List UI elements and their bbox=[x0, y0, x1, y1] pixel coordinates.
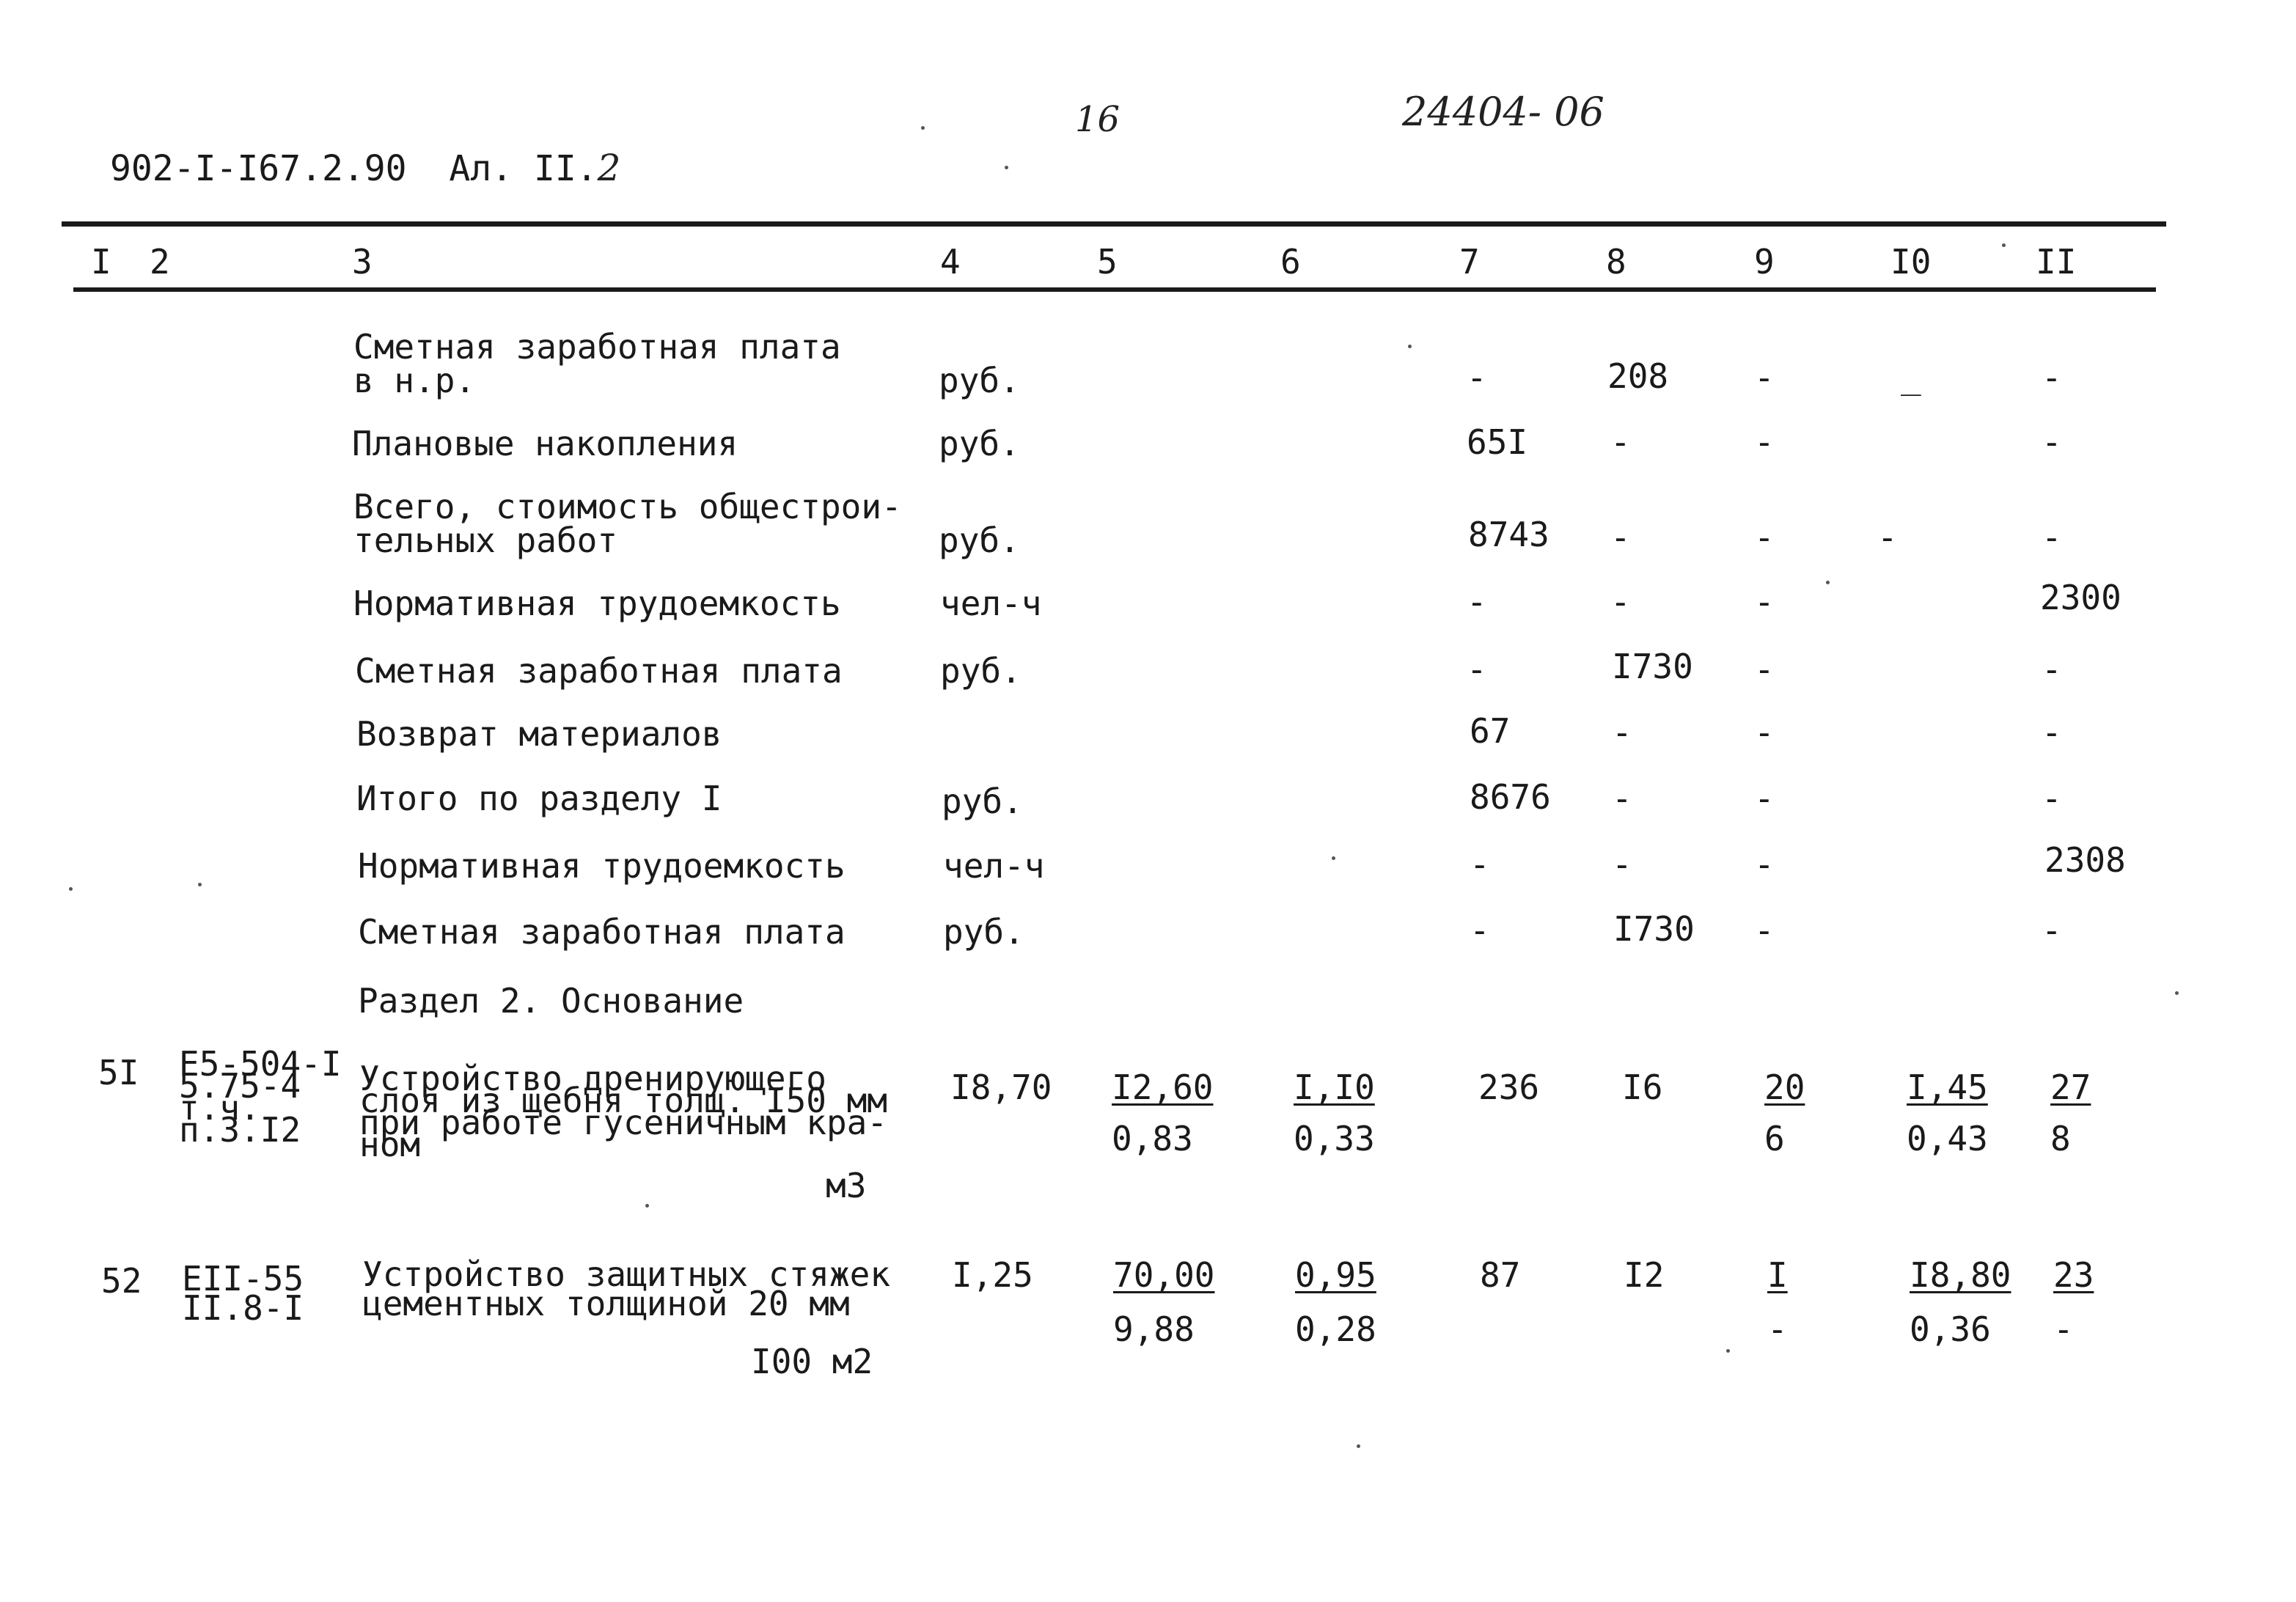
page-number: 16 bbox=[1075, 99, 1121, 140]
doc-number: 24404- 06 bbox=[1402, 89, 1604, 135]
summary-unit: руб. bbox=[939, 361, 1020, 400]
item-col6-bottom: 0,33 bbox=[1294, 1119, 1375, 1158]
item-col9-top: I bbox=[1767, 1255, 1788, 1295]
item-unit: м3 bbox=[826, 1166, 867, 1205]
column-header-10: I0 bbox=[1890, 242, 1932, 282]
summary-col9: - bbox=[1754, 713, 1775, 752]
summary-col7: - bbox=[1470, 911, 1490, 950]
summary-unit: чел-ч bbox=[943, 846, 1045, 886]
item-col7: 87 bbox=[1480, 1255, 1521, 1295]
summary-col8: - bbox=[1610, 422, 1631, 462]
item-col9-top: 20 bbox=[1764, 1068, 1805, 1107]
column-header-8: 8 bbox=[1606, 242, 1626, 282]
item-col4: I,25 bbox=[952, 1255, 1033, 1295]
summary-unit: чел-ч bbox=[940, 584, 1042, 623]
item-col11-bottom: - bbox=[2053, 1309, 2074, 1349]
summary-col11: - bbox=[2042, 713, 2062, 752]
document-code bbox=[110, 147, 621, 189]
summary-col9: - bbox=[1754, 911, 1775, 950]
item-col5-top: I2,60 bbox=[1112, 1068, 1214, 1107]
summary-name: Возврат материалов bbox=[356, 714, 722, 754]
summary-unit: руб. bbox=[939, 521, 1020, 560]
summary-col9: - bbox=[1754, 845, 1775, 884]
summary-col7: 8743 bbox=[1468, 515, 1549, 554]
scan-speck bbox=[1408, 345, 1412, 348]
summary-name: Плановые накопления bbox=[352, 424, 738, 463]
item-col9-bottom: 6 bbox=[1764, 1119, 1785, 1158]
summary-name: Нормативная трудоемкость bbox=[353, 584, 841, 623]
summary-col7: 67 bbox=[1470, 711, 1511, 751]
column-header-4: 4 bbox=[940, 242, 961, 282]
summary-unit: руб. bbox=[940, 651, 1022, 691]
item-col8: I2 bbox=[1624, 1255, 1665, 1295]
summary-name: Сметная заработная плата bbox=[358, 912, 846, 952]
summary-col11: - bbox=[2042, 779, 2062, 818]
summary-name: Нормативная трудоемкость bbox=[358, 846, 846, 886]
item-name: Устройство защитных стяжек цементных толщиной 20 мм bbox=[362, 1254, 891, 1323]
summary-col11: - bbox=[2042, 650, 2062, 689]
scan-speck bbox=[1357, 1444, 1360, 1448]
summary-unit: руб. bbox=[943, 912, 1024, 952]
scan-speck bbox=[645, 1204, 649, 1208]
summary-col8: I730 bbox=[1613, 909, 1695, 949]
column-header-11: II bbox=[2036, 242, 2077, 282]
item-col9-bottom: - bbox=[1767, 1309, 1788, 1349]
item-col11-top: 27 bbox=[2050, 1068, 2091, 1107]
column-header-5: 5 bbox=[1097, 242, 1118, 282]
doc-code-text: 902-I-I67.2.90 Ал. II. bbox=[110, 148, 598, 189]
summary-col8: 208 bbox=[1607, 356, 1669, 396]
summary-col7: 65I bbox=[1467, 422, 1528, 462]
item-col11-bottom: 8 bbox=[2050, 1119, 2071, 1158]
table-header-rule bbox=[73, 287, 2156, 292]
item-col5-bottom: 9,88 bbox=[1113, 1309, 1195, 1349]
table-top-rule bbox=[62, 221, 2166, 227]
summary-col10: _ bbox=[1901, 356, 1921, 396]
item-unit: I00 м2 bbox=[751, 1342, 873, 1381]
summary-col11: - bbox=[2042, 518, 2062, 557]
item-col10-bottom: 0,43 bbox=[1907, 1119, 1988, 1158]
summary-unit: руб. bbox=[942, 782, 1023, 821]
item-col10-top: I8,80 bbox=[1910, 1255, 2011, 1295]
summary-name: Итого по разделу I bbox=[356, 779, 722, 818]
summary-col9: - bbox=[1754, 422, 1775, 462]
item-col8: I6 bbox=[1622, 1068, 1663, 1107]
sheet-suffix: 2 bbox=[597, 147, 621, 189]
column-header-7: 7 bbox=[1459, 242, 1480, 282]
item-name: Устройство дренирующего слоя из щебня толщ. I50 мм при работе гусеничным кра- ном bbox=[359, 1059, 888, 1164]
item-col5-bottom: 0,83 bbox=[1112, 1119, 1193, 1158]
item-col11-top: 23 bbox=[2053, 1255, 2094, 1295]
item-col7: 236 bbox=[1478, 1068, 1540, 1107]
item-code: E5-504-I 5.75-4 т.ч. п.3.I2 bbox=[179, 1044, 342, 1150]
summary-col9: - bbox=[1754, 518, 1775, 557]
column-header-3: 3 bbox=[352, 242, 373, 282]
item-code: EII-55 II.8-I bbox=[182, 1259, 304, 1328]
summary-col10: - bbox=[1877, 518, 1898, 557]
scan-speck bbox=[2175, 991, 2179, 995]
summary-unit: руб. bbox=[939, 424, 1020, 463]
scan-speck bbox=[1005, 166, 1008, 169]
summary-col11: - bbox=[2042, 911, 2062, 950]
column-header-6: 6 bbox=[1280, 242, 1301, 282]
item-number: 5I bbox=[98, 1053, 139, 1092]
summary-col9: - bbox=[1754, 358, 1775, 397]
summary-col7: 8676 bbox=[1470, 777, 1551, 817]
scan-speck bbox=[1332, 856, 1335, 860]
scan-speck bbox=[1826, 581, 1830, 584]
column-header-9: 9 bbox=[1754, 242, 1775, 282]
summary-col11: - bbox=[2042, 358, 2062, 397]
item-col4: I8,70 bbox=[950, 1068, 1052, 1107]
summary-col7: - bbox=[1467, 358, 1487, 397]
item-col5-top: 70,00 bbox=[1113, 1255, 1215, 1295]
column-header-1: I bbox=[91, 242, 111, 282]
summary-col9: - bbox=[1754, 779, 1775, 818]
scan-speck bbox=[2002, 243, 2006, 247]
summary-col9: - bbox=[1754, 582, 1775, 622]
summary-name: Сметная заработная плата в н.р. bbox=[353, 327, 841, 400]
summary-col7: - bbox=[1470, 845, 1490, 884]
summary-col9: - bbox=[1754, 650, 1775, 689]
summary-col11: 2308 bbox=[2044, 840, 2126, 880]
summary-col8: - bbox=[1610, 582, 1631, 622]
column-header-2: 2 bbox=[150, 242, 170, 282]
summary-name: Сметная заработная плата bbox=[355, 651, 843, 691]
summary-name: Всего, стоимость общестрои- тельных работ bbox=[353, 487, 902, 560]
item-col10-bottom: 0,36 bbox=[1910, 1309, 1991, 1349]
summary-col8: - bbox=[1612, 845, 1632, 884]
summary-col8: - bbox=[1612, 779, 1632, 818]
item-col6-bottom: 0,28 bbox=[1295, 1309, 1376, 1349]
summary-col8: I730 bbox=[1612, 647, 1693, 686]
scan-speck bbox=[198, 883, 202, 886]
section-title: Раздел 2. Основание bbox=[358, 981, 744, 1021]
scan-speck bbox=[69, 887, 73, 891]
scan-speck bbox=[921, 126, 925, 130]
summary-col7: - bbox=[1467, 582, 1487, 622]
summary-col7: - bbox=[1467, 650, 1487, 689]
summary-col11: - bbox=[2042, 422, 2062, 462]
item-col10-top: I,45 bbox=[1907, 1068, 1988, 1107]
summary-col8: - bbox=[1610, 518, 1631, 557]
summary-col8: - bbox=[1612, 713, 1632, 752]
summary-col11: 2300 bbox=[2040, 578, 2121, 617]
item-col6-top: I,I0 bbox=[1294, 1068, 1375, 1107]
item-col6-top: 0,95 bbox=[1295, 1255, 1376, 1295]
scan-speck bbox=[1726, 1349, 1730, 1353]
item-number: 52 bbox=[101, 1261, 142, 1301]
